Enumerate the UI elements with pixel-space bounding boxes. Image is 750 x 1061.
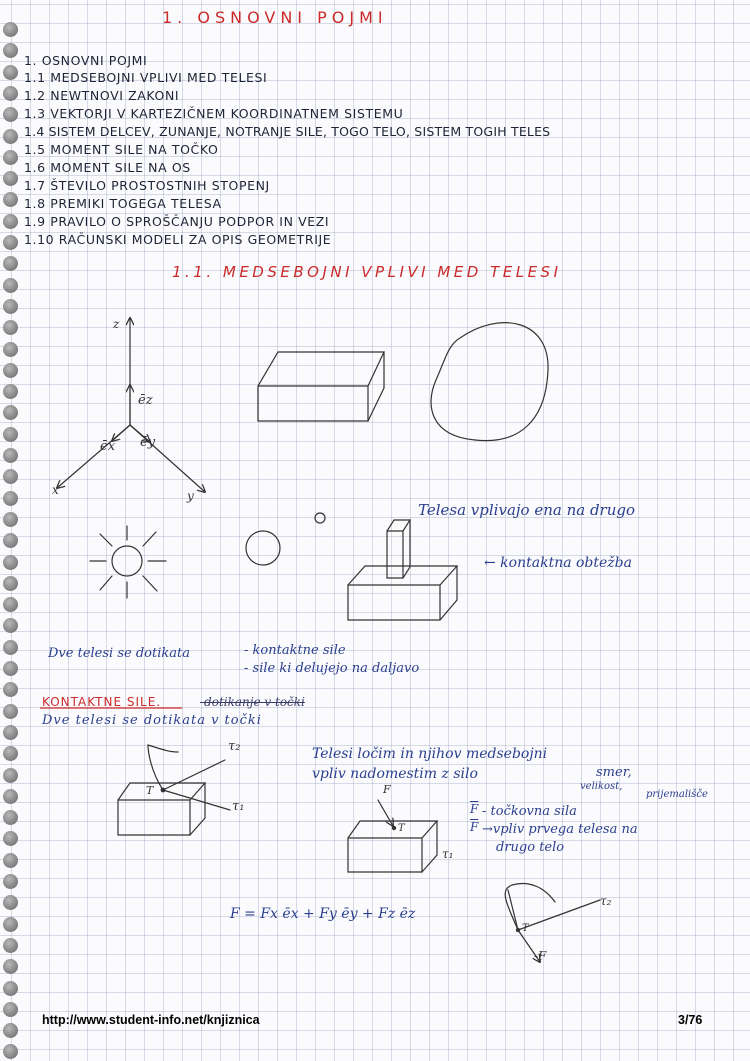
formula: F = Fx ēx + Fy ēy + Fz ēz: [230, 906, 416, 922]
binding-hole: [3, 789, 18, 804]
binding-hole: [3, 192, 18, 207]
label-minus-f: -F: [534, 949, 547, 963]
spiral-binding: [0, 0, 26, 1061]
binding-hole: [3, 533, 18, 548]
toc-item: 1.9 PRAVILO O SPROŠČANJU PODPOR IN VEZI: [24, 214, 330, 229]
label-t-a: T: [146, 784, 154, 797]
binding-hole: [3, 831, 18, 846]
vector-f-1: $\overline{F}$: [470, 802, 479, 816]
binding-hole: [3, 981, 18, 996]
binding-hole: [3, 214, 18, 229]
binding-hole: [3, 917, 18, 932]
axis-ey-label: ēy: [140, 435, 156, 450]
note-interact: Telesa vplivajo ena na drugo: [418, 501, 636, 519]
axis-x-label: x: [52, 483, 59, 497]
binding-hole: [3, 107, 18, 122]
binding-hole: [3, 256, 18, 271]
toc-item: 1. OSNOVNI POJMI: [24, 53, 148, 68]
binding-hole: [3, 959, 18, 974]
binding-hole: [3, 150, 18, 165]
axis-ez-label: ēz: [138, 393, 153, 408]
binding-hole: [3, 1023, 18, 1038]
toc-item: 1.4 SISTEM DELCEV, ZUNANJE, NOTRANJE SILE, TOGO TELO, SISTEM TOGIH TELES: [24, 124, 551, 139]
binding-hole: [3, 661, 18, 676]
binding-hole: [3, 491, 18, 506]
binding-hole: [3, 405, 18, 420]
binding-hole: [3, 22, 18, 37]
note-attr-grip: prijemališče: [646, 789, 708, 800]
column-on-box-sketch: [348, 520, 457, 620]
moon-sketch: [315, 513, 325, 523]
binding-hole: [3, 171, 18, 186]
section-heading: 1.1. MEDSEBOJNI VPLIVI MED TELESI: [172, 263, 562, 281]
note-attr-dir: smer,: [596, 765, 632, 780]
binding-hole: [3, 810, 18, 825]
binding-hole: [3, 895, 18, 910]
vector-f-2: $\overline{F}$: [470, 820, 479, 834]
binding-hole: [3, 704, 18, 719]
page-number: 3/76: [678, 1013, 703, 1027]
contact-sketch-3: [505, 884, 600, 962]
label-f-b: F: [383, 783, 391, 796]
toc-item: 1.7 ŠTEVILO PROSTOSTNIH STOPENJ: [24, 178, 270, 193]
sun-sketch: [90, 526, 166, 598]
blob-sketch: [431, 323, 548, 441]
binding-hole: [3, 555, 18, 570]
note-point-contact: Dve telesi se dotikata v točki: [42, 713, 262, 728]
binding-hole: [3, 1044, 18, 1059]
binding-hole: [3, 427, 18, 442]
note-separate-2: vpliv nadomestim z silo: [312, 766, 478, 782]
label-tau2-c: τ₂: [600, 894, 612, 908]
binding-hole: [3, 938, 18, 953]
binding-hole: [3, 320, 18, 335]
binding-hole: [3, 640, 18, 655]
binding-hole: [3, 342, 18, 357]
coordinate-axes: [57, 318, 205, 492]
toc-item: 1.6 MOMENT SILE NA OS: [24, 160, 191, 175]
binding-hole: [3, 853, 18, 868]
note-crossed: -dotikanje v točki: [200, 695, 305, 709]
binding-hole: [3, 682, 18, 697]
label-t-b: T: [398, 823, 405, 834]
binding-hole: [3, 448, 18, 463]
binding-hole: [3, 1002, 18, 1017]
note-contact-load: ← kontaktna obtežba: [484, 555, 632, 571]
contact-heading: KONTAKTNE SILE.: [42, 695, 162, 709]
note-attr-size: velikost,: [580, 781, 623, 792]
planet-sketch: [246, 531, 280, 565]
binding-hole: [3, 384, 18, 399]
binding-hole: [3, 86, 18, 101]
binding-hole: [3, 512, 18, 527]
note-separate-1: Telesi ločim in njihov medsebojni: [312, 746, 548, 762]
binding-hole: [3, 576, 18, 591]
box-sketch: [258, 352, 384, 421]
binding-hole: [3, 363, 18, 378]
binding-hole: [3, 746, 18, 761]
contact-sketch-1: [118, 745, 230, 835]
binding-hole: [3, 235, 18, 250]
toc-item: 1.1 MEDSEBOJNI VPLIVI MED TELESI: [24, 70, 268, 85]
note-distance-forces: - sile ki delujejo na daljavo: [244, 661, 420, 676]
binding-hole: [3, 768, 18, 783]
toc-item: 1.2 NEWTNOVI ZAKONI: [24, 88, 180, 103]
binding-hole: [3, 129, 18, 144]
toc-item: 1.3 VEKTORJI V KARTEZIČNEM KOORDINATNEM SISTEMU: [24, 106, 404, 121]
toc-item: 1.5 MOMENT SILE NA TOČKO: [24, 142, 219, 157]
note-influence-2: drugo telo: [496, 840, 565, 855]
toc-item: 1.8 PREMIKI TOGEGA TELESA: [24, 196, 222, 211]
binding-hole: [3, 874, 18, 889]
toc-item: 1.10 RAČUNSKI MODELI ZA OPIS GEOMETRIJE: [24, 232, 332, 247]
footer-url[interactable]: http://www.student-info.net/knjiznica: [42, 1013, 260, 1027]
binding-hole: [3, 65, 18, 80]
binding-hole: [3, 618, 18, 633]
label-tau2-a: τ₂: [228, 739, 241, 754]
label-tau1-b: τ₁: [442, 847, 454, 861]
binding-hole: [3, 469, 18, 484]
binding-hole: [3, 278, 18, 293]
axis-y-label: y: [187, 489, 194, 503]
contact-sketch-2: [348, 800, 437, 872]
axis-z-label: z: [113, 317, 120, 331]
note-influence-1: →vpliv prvega telesa na: [482, 822, 638, 837]
note-contact-forces: - kontaktne sile: [244, 643, 346, 658]
label-t-c: T: [522, 923, 529, 934]
binding-hole: [3, 299, 18, 314]
binding-hole: [3, 43, 18, 58]
label-tau1-a: τ₁: [232, 799, 245, 814]
page-title: 1. OSNOVNI POJMI: [162, 8, 388, 27]
binding-hole: [3, 597, 18, 612]
note-two-bodies: Dve telesi se dotikata: [48, 646, 190, 661]
note-point-force: - točkovna sila: [482, 804, 577, 819]
axis-ex-label: ēx: [100, 439, 116, 454]
binding-hole: [3, 725, 18, 740]
